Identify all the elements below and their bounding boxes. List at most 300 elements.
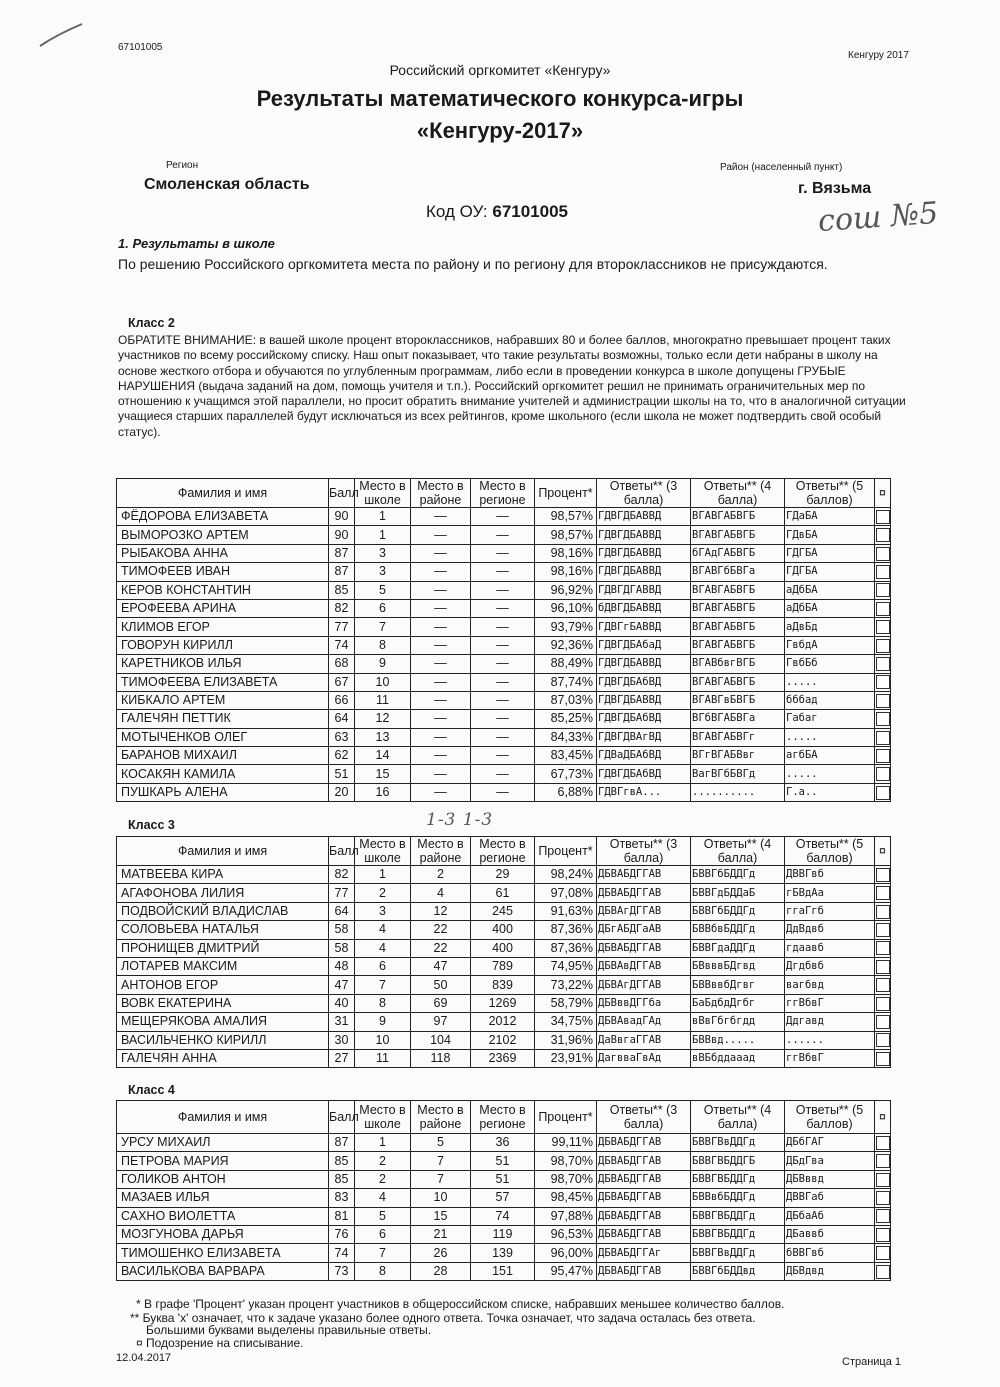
suspect-checkbox[interactable] — [876, 547, 890, 561]
answers-3-cell: бДВГДБАВВД — [597, 599, 691, 617]
header-code-right: Кенгуру 2017 — [848, 50, 909, 61]
table-row — [117, 921, 891, 939]
suspect-cell — [875, 1134, 891, 1152]
suspect-checkbox[interactable] — [876, 1209, 890, 1223]
footnote-answers: ** Буква 'х' означает, что к задаче указано более одного ответа. Точка означает, что задача осталась без ответа. — [130, 1311, 756, 1325]
score-cell: 83 — [329, 1189, 355, 1207]
student-name-cell: МАЗАЕВ ИЛЬЯ — [117, 1189, 329, 1207]
answers-5-cell: ...... — [785, 1031, 875, 1049]
region-place-cell: 57 — [471, 1189, 535, 1207]
table-row — [117, 1134, 891, 1152]
column-header-district-place: Место в районе — [411, 837, 471, 866]
answers-3-cell: ГДВГДБАВВД — [597, 691, 691, 709]
answers-3-cell: ГДВГДБАбаД — [597, 636, 691, 654]
answers-4-cell: ВГАВГАБВГБ — [691, 526, 785, 544]
column-header-score: Балл — [329, 479, 355, 508]
school-place-cell: 2 — [355, 884, 411, 902]
region-place-cell: — — [471, 691, 535, 709]
suspect-cell — [875, 976, 891, 994]
suspect-checkbox[interactable] — [876, 1052, 890, 1066]
suspect-cell — [875, 783, 891, 801]
school-place-cell: 8 — [355, 636, 411, 654]
suspect-checkbox[interactable] — [876, 749, 890, 763]
suspect-checkbox[interactable] — [876, 528, 890, 542]
answers-5-cell: вагбвд — [785, 976, 875, 994]
suspect-cell — [875, 728, 891, 746]
suspect-checkbox[interactable] — [876, 886, 890, 900]
school-place-cell: 5 — [355, 1207, 411, 1225]
percent-cell: 98,16% — [535, 563, 597, 581]
answers-4-cell: ВГАВГбБВГа — [691, 563, 785, 581]
score-cell: 64 — [329, 710, 355, 728]
suspect-cell — [875, 866, 891, 884]
region-place-cell: 2102 — [471, 1031, 535, 1049]
column-header-percent: Процент* — [535, 837, 597, 866]
region-place-cell: — — [471, 655, 535, 673]
suspect-checkbox[interactable] — [876, 941, 890, 955]
table-row — [117, 783, 891, 801]
percent-cell: 98,57% — [535, 526, 597, 544]
suspect-checkbox[interactable] — [876, 1265, 890, 1279]
answers-4-cell: ВагВГбБВГд — [691, 765, 785, 783]
region-place-cell: — — [471, 728, 535, 746]
suspect-checkbox[interactable] — [876, 767, 890, 781]
district-place-cell: 15 — [411, 1207, 471, 1225]
answers-5-cell: агбБА — [785, 747, 875, 765]
school-place-cell: 1 — [355, 1134, 411, 1152]
answers-3-cell: ГДВГДБАбВД — [597, 765, 691, 783]
answers-4-cell: БВВвд..... — [691, 1031, 785, 1049]
student-name-cell: ТИМОФЕЕВ ИВАН — [117, 563, 329, 581]
suspect-checkbox[interactable] — [876, 905, 890, 919]
suspect-checkbox[interactable] — [876, 565, 890, 579]
score-cell: 66 — [329, 691, 355, 709]
answers-5-cell: гБВдАа — [785, 884, 875, 902]
footnote-percent: * В графе 'Процент' указан процент участников в общероссийском списке, набравших меньшее количество баллов. — [136, 1297, 785, 1311]
percent-cell: 98,70% — [535, 1170, 597, 1188]
percent-cell: 87,74% — [535, 673, 597, 691]
column-header-percent: Процент* — [535, 1101, 597, 1134]
district-place-cell: 22 — [411, 939, 471, 957]
answers-4-cell: ВГАВбвгВГБ — [691, 655, 785, 673]
suspect-checkbox[interactable] — [876, 639, 890, 653]
district-place-cell: 50 — [411, 976, 471, 994]
answers-5-cell: ДБаввб — [785, 1225, 875, 1243]
suspect-cell — [875, 1244, 891, 1262]
answers-5-cell: ДВВГвб — [785, 866, 875, 884]
answers-3-cell: ДБВАБДГГАВ — [597, 1225, 691, 1243]
column-header-answers3: Ответы** (3 балла) — [597, 1101, 691, 1134]
answers-5-cell: Ддгавд — [785, 1013, 875, 1031]
percent-cell: 34,75% — [535, 1013, 597, 1031]
region-place-cell: 74 — [471, 1207, 535, 1225]
suspect-checkbox[interactable] — [876, 657, 890, 671]
answers-3-cell: ГДВГДВАгВД — [597, 728, 691, 746]
district-place-cell: — — [411, 599, 471, 617]
answers-3-cell: ДБВАБДГГАВ — [597, 1152, 691, 1170]
score-cell: 40 — [329, 994, 355, 1012]
column-header-score: Балл — [329, 1101, 355, 1134]
percent-cell: 91,63% — [535, 902, 597, 920]
student-name-cell: ВАСИЛЬЧЕНКО КИРИЛЛ — [117, 1031, 329, 1049]
suspect-checkbox[interactable] — [876, 583, 890, 597]
district-place-cell: — — [411, 747, 471, 765]
header-code-left: 67101005 — [118, 42, 163, 53]
suspect-checkbox[interactable] — [876, 675, 890, 689]
school-place-cell: 6 — [355, 957, 411, 975]
student-name-cell: МОЗГУНОВА ДАРЬЯ — [117, 1225, 329, 1243]
suspect-cell — [875, 1031, 891, 1049]
suspect-checkbox[interactable] — [876, 694, 890, 708]
table-row — [117, 1189, 891, 1207]
school-place-cell: 2 — [355, 1170, 411, 1188]
table-row — [117, 957, 891, 975]
suspect-checkbox[interactable] — [876, 923, 890, 937]
answers-4-cell: БВВвбБДДГд — [691, 1189, 785, 1207]
score-cell: 73 — [329, 1262, 355, 1280]
answers-5-cell: ..... — [785, 673, 875, 691]
page-title-line2: «Кенгуру-2017» — [416, 118, 584, 143]
school-place-cell: 3 — [355, 563, 411, 581]
print-date: 12.04.2017 — [116, 1352, 172, 1364]
district-place-cell: 4 — [411, 884, 471, 902]
school-place-cell: 4 — [355, 939, 411, 957]
score-cell: 76 — [329, 1225, 355, 1243]
region-place-cell: 61 — [471, 884, 535, 902]
student-name-cell: ПУШКАРЬ АЛЕНА — [117, 783, 329, 801]
answers-4-cell: ВГАВГАБВГБ — [691, 599, 785, 617]
table-row — [117, 765, 891, 783]
student-name-cell: КЛИМОВ ЕГОР — [117, 618, 329, 636]
column-header-suspect: ¤ — [875, 837, 891, 866]
table-row — [117, 544, 891, 562]
table-row — [117, 508, 891, 526]
region-place-cell: — — [471, 526, 535, 544]
score-cell: 74 — [329, 1244, 355, 1262]
suspect-checkbox[interactable] — [876, 978, 890, 992]
answers-3-cell: ДБВввДГГба — [597, 994, 691, 1012]
region-place-cell: — — [471, 673, 535, 691]
suspect-checkbox[interactable] — [876, 1154, 890, 1168]
district-place-cell: 2 — [411, 866, 471, 884]
suspect-cell — [875, 1225, 891, 1243]
answers-4-cell: ВГАВГАБВГБ — [691, 673, 785, 691]
region-place-cell: 29 — [471, 866, 535, 884]
suspect-cell — [875, 1262, 891, 1280]
suspect-cell — [875, 1207, 891, 1225]
student-name-cell: ПРОНИЩЕВ ДМИТРИЙ — [117, 939, 329, 957]
school-place-cell: 1 — [355, 526, 411, 544]
table-row — [117, 1262, 891, 1280]
region-place-cell: 2012 — [471, 1013, 535, 1031]
score-cell: 20 — [329, 783, 355, 801]
suspect-checkbox[interactable] — [876, 712, 890, 726]
answers-4-cell: ВГАВГАБВГг — [691, 728, 785, 746]
student-name-cell: ТИМОФЕЕВА ЕЛИЗАВЕТА — [117, 673, 329, 691]
answers-4-cell: БВВГдаДДГд — [691, 939, 785, 957]
percent-cell: 97,08% — [535, 884, 597, 902]
suspect-checkbox[interactable] — [876, 786, 890, 800]
table-header-row — [117, 837, 891, 866]
school-place-cell: 1 — [355, 508, 411, 526]
suspect-checkbox[interactable] — [876, 1033, 890, 1047]
suspect-checkbox[interactable] — [876, 1173, 890, 1187]
percent-cell: 84,33% — [535, 728, 597, 746]
column-header-district-place: Место в районе — [411, 479, 471, 508]
suspect-checkbox[interactable] — [876, 620, 890, 634]
percent-cell: 74,95% — [535, 957, 597, 975]
class2-title: Класс 2 — [128, 316, 175, 330]
suspect-cell — [875, 599, 891, 617]
answers-3-cell: ДБгАБДГаАВ — [597, 921, 691, 939]
district-place-cell: 10 — [411, 1189, 471, 1207]
answers-5-cell: ГДаБА — [785, 508, 875, 526]
handwritten-school-note: сош №5 — [816, 195, 940, 240]
column-header-name: Фамилия и имя — [117, 479, 329, 508]
answers-4-cell: вВБбддааад — [691, 1049, 785, 1067]
suspect-cell — [875, 1170, 891, 1188]
student-name-cell: ПЕТРОВА МАРИЯ — [117, 1152, 329, 1170]
suspect-checkbox[interactable] — [876, 1015, 890, 1029]
answers-5-cell: гдаавб — [785, 939, 875, 957]
school-place-cell: 1 — [355, 866, 411, 884]
answers-4-cell: БВВГВБДДГБ — [691, 1152, 785, 1170]
suspect-cell — [875, 939, 891, 957]
student-name-cell: ГАЛЕЧЯН АННА — [117, 1049, 329, 1067]
column-header-school-place: Место в школе — [355, 479, 411, 508]
region-place-cell: — — [471, 765, 535, 783]
table-row — [117, 1013, 891, 1031]
org-name: Российский оргкомитет «Кенгуру» — [389, 62, 611, 78]
suspect-cell — [875, 563, 891, 581]
district-place-cell: 97 — [411, 1013, 471, 1031]
suspect-checkbox[interactable] — [876, 1191, 890, 1205]
column-header-answers5: Ответы** (5 баллов) — [785, 837, 875, 866]
answers-5-cell: ггВбвГ — [785, 1049, 875, 1067]
school-code-label: Код ОУ: — [426, 202, 488, 221]
suspect-cell — [875, 765, 891, 783]
student-name-cell: ЕРОФЕЕВА АРИНА — [117, 599, 329, 617]
column-header-score: Балл — [329, 837, 355, 866]
percent-cell: 96,00% — [535, 1244, 597, 1262]
table-row — [117, 618, 891, 636]
answers-5-cell: Габаг — [785, 710, 875, 728]
answers-4-cell: ВГАВГвБВГБ — [691, 691, 785, 709]
footnote-suspect: ¤ Подозрение на списывание. — [136, 1336, 304, 1350]
answers-5-cell: Г.а.. — [785, 783, 875, 801]
section-text: По решению Российского оргкомитета места по району и по региону для второклассников не присуждаются. — [118, 256, 828, 272]
student-name-cell: ГОВОРУН КИРИЛЛ — [117, 636, 329, 654]
region-place-cell: 789 — [471, 957, 535, 975]
column-header-answers3: Ответы** (3 балла) — [597, 837, 691, 866]
suspect-checkbox[interactable] — [876, 1228, 890, 1242]
school-place-cell: 7 — [355, 976, 411, 994]
school-place-cell: 7 — [355, 618, 411, 636]
table-row — [117, 1244, 891, 1262]
percent-cell: 92,36% — [535, 636, 597, 654]
percent-cell: 58,79% — [535, 994, 597, 1012]
answers-4-cell: БаБдбдДгбг — [691, 994, 785, 1012]
district-place-cell: 7 — [411, 1170, 471, 1188]
column-header-suspect: ¤ — [875, 1101, 891, 1134]
suspect-cell — [875, 994, 891, 1012]
answers-5-cell: Дгдбвб — [785, 957, 875, 975]
suspect-cell — [875, 526, 891, 544]
answers-4-cell: БВВГбБДДГд — [691, 866, 785, 884]
suspect-checkbox[interactable] — [876, 1246, 890, 1260]
district-place-cell: 28 — [411, 1262, 471, 1280]
score-cell: 90 — [329, 508, 355, 526]
student-name-cell: ВОВК ЕКАТЕРИНА — [117, 994, 329, 1012]
suspect-cell — [875, 636, 891, 654]
district-place-cell: — — [411, 673, 471, 691]
school-place-cell: 12 — [355, 710, 411, 728]
suspect-cell — [875, 710, 891, 728]
percent-cell: 97,88% — [535, 1207, 597, 1225]
section-title: 1. Результаты в школе — [118, 236, 275, 251]
column-header-region-place: Место в регионе — [471, 479, 535, 508]
table-row — [117, 599, 891, 617]
percent-cell: 98,45% — [535, 1189, 597, 1207]
answers-4-cell: БВВГВвДДГд — [691, 1134, 785, 1152]
region-value: Смоленская область — [144, 176, 310, 193]
suspect-cell — [875, 618, 891, 636]
answers-3-cell: ГДВГДБАбВД — [597, 673, 691, 691]
region-place-cell: 139 — [471, 1244, 535, 1262]
region-place-cell: 1269 — [471, 994, 535, 1012]
answers-3-cell: ГДВГДБАВВД — [597, 508, 691, 526]
student-name-cell: ГАЛЕЧЯН ПЕТТИК — [117, 710, 329, 728]
region-place-cell: — — [471, 581, 535, 599]
student-name-cell: МОТЫЧЕНКОВ ОЛЕГ — [117, 728, 329, 746]
suspect-cell — [875, 902, 891, 920]
score-cell: 47 — [329, 976, 355, 994]
district-place-cell: — — [411, 710, 471, 728]
answers-5-cell: ДБВввд — [785, 1170, 875, 1188]
answers-5-cell: ..... — [785, 765, 875, 783]
percent-cell: 93,79% — [535, 618, 597, 636]
school-place-cell: 15 — [355, 765, 411, 783]
answers-5-cell: ГДвБА — [785, 526, 875, 544]
class2-results-table — [116, 478, 891, 802]
suspect-cell — [875, 581, 891, 599]
answers-3-cell: ДБВАБДГГАВ — [597, 866, 691, 884]
percent-cell: 85,25% — [535, 710, 597, 728]
school-place-cell: 4 — [355, 921, 411, 939]
answers-5-cell: ДБдГва — [785, 1152, 875, 1170]
answers-5-cell: ГДГБА — [785, 544, 875, 562]
answers-4-cell: БВВввбДгвг — [691, 976, 785, 994]
percent-cell: 73,22% — [535, 976, 597, 994]
student-name-cell: ЛОТАРЕВ МАКСИМ — [117, 957, 329, 975]
district-place-cell: 118 — [411, 1049, 471, 1067]
answers-4-cell: БВВГбБДДГд — [691, 902, 785, 920]
score-cell: 27 — [329, 1049, 355, 1067]
class4-results-table — [116, 1100, 891, 1281]
answers-4-cell: БВВГдБДДаБ — [691, 884, 785, 902]
column-header-answers4: Ответы** (4 балла) — [691, 1101, 785, 1134]
region-place-cell: — — [471, 618, 535, 636]
score-cell: 64 — [329, 902, 355, 920]
answers-4-cell: БВВГВБДДГд — [691, 1225, 785, 1243]
suspect-checkbox[interactable] — [876, 960, 890, 974]
answers-5-cell: ..... — [785, 728, 875, 746]
table-row — [117, 1225, 891, 1243]
school-place-cell: 16 — [355, 783, 411, 801]
column-header-district-place: Место в районе — [411, 1101, 471, 1134]
table-row — [117, 747, 891, 765]
answers-4-cell: ВГАВГАБВГБ — [691, 636, 785, 654]
answers-4-cell: бГАдГАБВГБ — [691, 544, 785, 562]
suspect-checkbox[interactable] — [876, 602, 890, 616]
school-place-cell: 7 — [355, 1244, 411, 1262]
district-place-cell: — — [411, 618, 471, 636]
school-place-cell: 6 — [355, 1225, 411, 1243]
suspect-checkbox[interactable] — [876, 997, 890, 1011]
answers-4-cell: ВГбВГАБВГа — [691, 710, 785, 728]
answers-3-cell: ГДВаДБАбВД — [597, 747, 691, 765]
answers-5-cell: ГвбдА — [785, 636, 875, 654]
column-header-region-place: Место в регионе — [471, 1101, 535, 1134]
student-name-cell: МАТВЕЕВА КИРА — [117, 866, 329, 884]
column-header-name: Фамилия и имя — [117, 837, 329, 866]
answers-4-cell: ВГАВГАБВГБ — [691, 581, 785, 599]
suspect-checkbox[interactable] — [876, 731, 890, 745]
table-row — [117, 1152, 891, 1170]
district-place-cell: 5 — [411, 1134, 471, 1152]
column-header-school-place: Место в школе — [355, 1101, 411, 1134]
percent-cell: 98,70% — [535, 1152, 597, 1170]
answers-3-cell: ДБВАвДГГАВ — [597, 957, 691, 975]
score-cell: 31 — [329, 1013, 355, 1031]
district-place-cell: — — [411, 544, 471, 562]
school-place-cell: 10 — [355, 1031, 411, 1049]
answers-5-cell: ггаГгб — [785, 902, 875, 920]
percent-cell: 95,47% — [535, 1262, 597, 1280]
district-place-cell: — — [411, 563, 471, 581]
column-header-school-place: Место в школе — [355, 837, 411, 866]
answers-3-cell: ДБВАБДГГАВ — [597, 1262, 691, 1280]
suspect-checkbox[interactable] — [876, 1136, 890, 1150]
student-name-cell: ГОЛИКОВ АНТОН — [117, 1170, 329, 1188]
district-place-cell: 47 — [411, 957, 471, 975]
answers-4-cell: ВГАВГАБВГБ — [691, 508, 785, 526]
region-place-cell: — — [471, 563, 535, 581]
school-place-cell: 11 — [355, 691, 411, 709]
answers-3-cell: ДБВАвадГАд — [597, 1013, 691, 1031]
answers-3-cell: ДБВАБДГГАВ — [597, 1134, 691, 1152]
school-place-cell: 4 — [355, 1189, 411, 1207]
school-place-cell: 8 — [355, 994, 411, 1012]
answers-4-cell: БВВГВБДДГд — [691, 1207, 785, 1225]
suspect-checkbox[interactable] — [876, 868, 890, 882]
student-name-cell: АНТОНОВ ЕГОР — [117, 976, 329, 994]
page-title: Результаты математического конкурса-игры — [256, 86, 744, 111]
answers-3-cell: ГДВГДБАВВД — [597, 563, 691, 581]
region-place-cell: — — [471, 747, 535, 765]
column-header-region-place: Место в регионе — [471, 837, 535, 866]
region-place-cell: 119 — [471, 1225, 535, 1243]
school-code-value: 67101005 — [492, 202, 568, 221]
table-row — [117, 994, 891, 1012]
answers-3-cell: ГДВГДБАбВД — [597, 710, 691, 728]
answers-5-cell: ГвбБб — [785, 655, 875, 673]
school-place-cell: 8 — [355, 1262, 411, 1280]
class3-title: Класс 3 — [128, 818, 175, 832]
answers-4-cell: БВВбвБДДГд — [691, 921, 785, 939]
suspect-checkbox[interactable] — [876, 510, 890, 524]
score-cell: 58 — [329, 939, 355, 957]
